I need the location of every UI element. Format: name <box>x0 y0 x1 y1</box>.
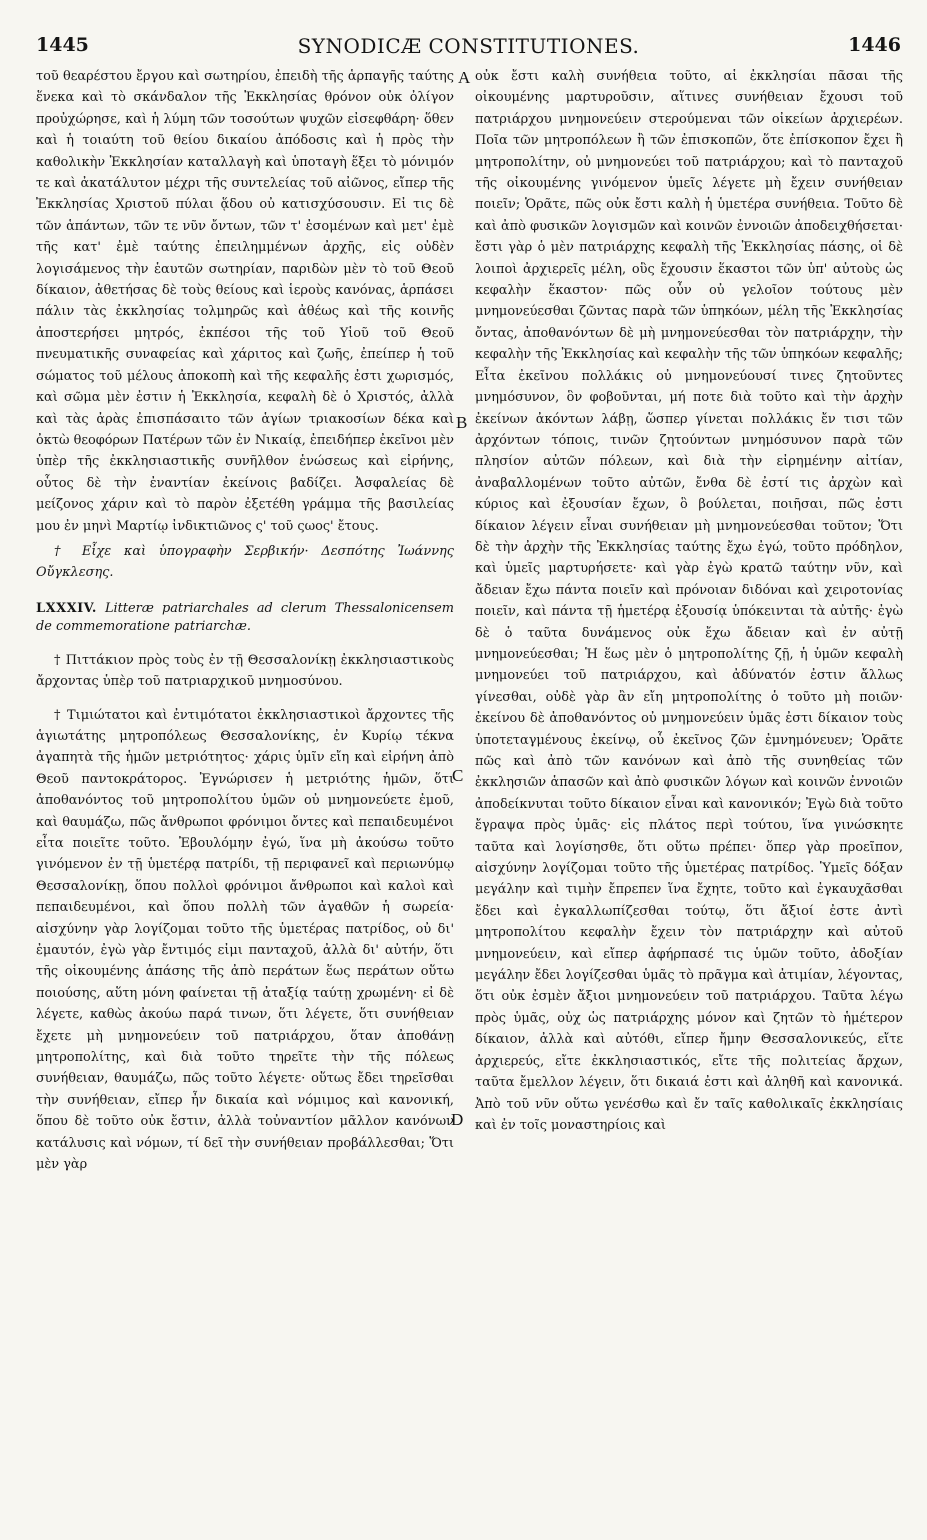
margin-marker-d: D <box>451 1110 464 1129</box>
paragraph-continued-right: οὐκ ἔστι καλὴ συνήθεια τοῦτο, αἱ ἐκκλησίαι πᾶσαι τῆς οἰκουμένης μαρτυροῦσιν, αἵτινες συνήθειαν ἔχουσι τοῦ πατριάρχου μνημονεύειν στερούμεναι τῶν οἰκείων ἀρχιερέων. Ποῖα τῶν μητροπόλεων ἢ τῶν ἐπισκοπῶν, ὅτε ἐπίσκοπον ἔχει ἢ μητροπολίτην, οὐ μνημονεύει τοῦ πατριάρχου; καὶ τὸ πανταχοῦ τῆς οἰκουμένης γινόμενον ὑμεῖς λέγετε μὴ ἔχειν συνήθειαν ποιεῖν; Ὁρᾶτε, πῶς οὐκ ἔστι καλὴ ἡ ὑμετέρα συνήθεια. Τοῦτο δὲ καὶ ἀπὸ φυσικῶν λογισμῶν καὶ κοινῶν ἐννοιῶν ἀποδειχθήσεται· ἔστι γὰρ ὁ μὲν πατριάρχης κεφαλὴ τῆς Ἐκκλησίας πάσης, οἱ δὲ λοιποὶ ἀρχιερεῖς μέλη, οὓς ἔχουσιν ἕκαστοι τῶν ὑπ' αὐτοὺς ὡς κεφαλὴν ἕκαστον· πῶς οὖν οὐ γελοῖον τούτους μὲν μνημονεύεσθαι ζῶντας παρὰ τῶν ὑπηκόων, μέλη τῆς Ἐκκλησίας ὄντας, ἀποθανόντων δὲ μὴ μνημονεύεσθαι τὸν πατριάρχην, τὴν κεφαλὴν τῆς Ἐκκλησίας καὶ κεφαλὴν τῆς τῶν ὑπηκόων κεφαλῆς; Εἶτα ἐκεῖνου πολλάκις οὐ μνημονεύουσί τινες ζητοῦντες μνημόσυνον, ὃν φοβοῦνται, μή ποτε διὰ τοῦτο καὶ τὴν ἀρχὴν ἐκείνων ἀκόντων λάβῃ, ὥσπερ γίνεται πολλάκις ἔν τισι τῶν ἀρχόντων τόποις, τινῶν ζητούντων μνημόσυνον παρὰ τῶν πλησίον αὐτῶν πόλεων, καὶ διὰ τὴν εἰρημένην αἰτίαν, ἀναβαλλομένων τοῦτο αὐτῶν, ἔνθα δὲ ἐστί τις ἀρχὼν καὶ κύριος καὶ ἐξουσίαν ἔχων, ὃ βούλεται, ποιῆσαι, πῶς ἐστι δίκαιον λέγειν εἶναι συνήθειαν μὴ μνημονεύεσθαι τοῦτον; Ὅτι δὲ τὴν ἀρχὴν τῆς Ἐκκλησίας ταύτης ἔχω ἐγώ, τοῦτο πρόδηλον, καὶ ὑμεῖς μαρτυρήσετε· καὶ γὰρ ἐγὼ κρατῶ ταύτην νῦν, καὶ ἄδειαν ἔχω πάντα ποιεῖν καὶ πρόνοιαν διδόναι καὶ χειροτονίας ποιεῖν, καὶ πάντα τῇ ἡμετέρᾳ ἐξουσίᾳ ὑπόκεινται τὰ αὐτῆς· ἐγὼ δὲ ὁ ταῦτα δυνάμενος οὐκ ἔχω ἄδειαν καὶ ἐν αὐτῇ μνημονεύεσθαι; Ἡ ἕως μὲν ὁ μητροπολίτης ζῇ, ἡ ὑμῶν κεφαλὴ μνημονεύει τοῦ πατριάρχου, καὶ ἀδύνατόν ἐστιν ἄλλως γίνεσθαι, οὐδὲ γὰρ ἂν εἴη μητροπολίτης ὁ τοῦτο μὴ ποιῶν· ἐκείνου δὲ ἀποθανόντος οὐ μνημονεύειν ὑμᾶς ἐστι δίκαιον τοὺς ὑποτεταγμένους ἐκείνῳ, οὗ ἐκεῖνος ζῶν ἐμνημόνευεν; Ὁρᾶτε πῶς καὶ ἀπὸ τῶν κανόνων καὶ ἀπὸ τῆς συνηθείας τῶν ἐκκλησιῶν ἁπασῶν καὶ ἀπὸ φυσικῶν λόγων καὶ κοινῶν ἐννοιῶν ἀποδείκνυται τοῦτο δίκαιον εἶναι καὶ κανονικόν; Ἐγὼ διὰ τοῦτο ἔγραψα πρὸς ὑμᾶς· εἰς πλάτος περὶ τούτου, ἵνα γινώσκητε ταῦτα καὶ λογίσησθε, ὅτι οὕτω πρέπει· ὅπερ γὰρ προεῖπον, αἰσχύνην λογίζομαι τοῦτο τῆς ὑμετέρας πατρίδος. Ὑμεῖς δόξαν μεγάλην καὶ τιμὴν ἔπρεπεν ἵνα ἔχητε, τοῦτο καὶ ἐγκαυχᾶσθαι ἔδει καὶ ἐγκαλλωπίζεσθαι τούτῳ, ὅτι ἄξιοί ἐστε ἀντὶ μητροπολίτου κεφαλὴν ἔχειν τὸν πατριάρχην καὶ αὐτοῦ μνημονεύειν, καὶ εἴπερ ἀφήρπασέ τις ὑμῶν τοῦτο, ἀδοξίαν μεγάλην ἔδει λογίζεσθαι ὑμᾶς τὸ πρᾶγμα καὶ ἀτιμίαν, λέγοντας, ὅτι οὐκ ἐσμὲν ἄξιοι μνημονεύειν τοῦ πατριάρχου. Ταῦτα λέγω πρὸς ὑμᾶς, οὐχ ὡς πατριάρχης μόνον καὶ ζητῶν τὸ ἡμέτερον δίκαιον, ἀλλὰ καὶ αὐτόθι, εἴπερ ἤμην Θεσσαλονικεύς, εἴτε ἀρχιερεύς, εἴτε ἐκκλησιαστικός, εἴτε τῆς πολιτείας ἄρχων, ταῦτα ἔμελλον λέγειν, ὅτι δικαιά ἐστι καὶ ἀληθῆ καὶ κανονικά. Ἀπὸ τοῦ νῦν οὕτω γενέσθω καὶ ἔν ταῖς καθολικαῖς ἐκκλησίαις καὶ ἐν τοῖς μοναστηρίοις καὶ <box>475 69 903 1133</box>
section-title: Litteræ patriarchales ad clerum Thessalonicensem de commemoratione patriarchæ. <box>36 600 454 634</box>
section-number: LXXXIV. <box>36 600 97 616</box>
letter-body: † Τιμιώτατοι καὶ ἐντιμότατοι ἐκκλησιαστικοὶ ἄρχοντες τῆς ἁγιωτάτης μητροπόλεως Θεσσαλονίκης, ἐν Κυρίῳ τέκνα ἀγαπητὰ τῆς ἡμῶν μετριότητος· χάρις ὑμῖν εἴη καὶ εἰρήνη ἀπὸ Θεοῦ παντοκράτορος. Ἐγνώρισεν ἡ μετριότης ἡμῶν, ὅτι ἀποθανόντος τοῦ μητροπολίτου ὑμῶν οὐ μνημονεύετε ἐμοῦ, καὶ θαυμάζω, πῶς ἄνθρωποι φρόνιμοι ὄντες καὶ πεπαιδευμένοι εἶτα ποιεῖτε τοῦτο. Ἐβουλόμην ἐγώ, ἵνα μὴ ἀκούσω τοῦτο γινόμενον ἐν τῇ ὑμετέρᾳ πατρίδι, τῇ περιφανεῖ καὶ περιωνύμῳ Θεσσαλονίκῃ, ὅπου πολλοὶ φρόνιμοι ἄνθρωποι καὶ καλοὶ καὶ πεπαιδευμένοι, καὶ ὅπου πολλὴ τῶν ἀγαθῶν ἡ σωρεία· αἰσχύνην γὰρ λογίζομαι τοῦτο τῆς ὑμετέρας πατρίδος, οὐ δι' ἐμαυτόν, ἐγὼ γὰρ ἔντιμός εἰμι πανταχοῦ, ἀλλὰ δι' αὐτήν, ὅτι τῆς οἰκουμένης ἁπάσης τῆς ἀπὸ περάτων ἕως περάτων οὕτω ποιούσης, αὕτη μόνη φαίνεται τῇ ἀταξίᾳ ταύτῃ χρωμένη· εἰ δὲ λέγετε, καθὼς ἀκούω παρά τινων, ὅτι λέγετε, ὅτι συνήθειαν ἔχετε μὴ μνημονεύειν τοῦ πατριάρχου, ὅταν ἀποθάνῃ μητροπολίτης, καὶ διὰ τοῦτο τηρεῖτε τὴν τῆς πόλεως συνήθειαν, θαυμάζω, πῶς τοῦτο λέγετε· οὕτως ἔδει τηρεῖσθαι τὴν συνήθειαν, εἴπερ ἦν δικαία καὶ νόμιμος καὶ κανονική, ὅπου δὲ τοῦτο οὐκ ἔστιν, ἀλλὰ τοὐναντίον μᾶλλον κανόνων κατάλυσις καὶ νόμων, τί δεῖ τὴν συνήθειαν προβάλλεσθαι; Ὅτι μὲν γὰρ <box>36 707 454 1173</box>
paragraph-continued: τοῦ θεαρέστου ἔργου καὶ σωτηρίου, ἐπειδὴ τῆς ἁρπαγῆς ταύτης ἕνεκα καὶ τὸ σκάνδαλον τῆς Ἐκκλησίας θρόνον οὐκ ὀλίγον προὐχώρησε, καὶ ἡ λύμη τῶν τοσούτων ψυχῶν εἰσεφθάρη· ὅθεν καὶ ἡ τοιαύτη τοῦ θείου δικαίου ἀπόδοσις καὶ ἡ πρὸς τὴν καθολικὴν Ἐκκλησίαν καταλλαγὴ καὶ ὑποταγὴ ἕξει τὸ μόνιμόν τε καὶ ἀκατάλυτον μέχρι τῆς συντελείας τοῦ αἰῶνος, εἴπερ τῆς Ἐκκλησίας Χριστοῦ πύλαι ᾅδου οὐ κατισχύσουσιν. Εἰ τις δὲ τῶν ἁπάντων, τῶν τε νῦν ὄντων, τῶν τ' ἐσομένων καὶ μετ' ἐμὲ τῆς κατ' ἐμὲ ταύτης ἐπειλημμένων ἀρχῆς, εἰς οὐδὲν λογισάμενος τὴν ἑαυτῶν σωτηρίαν, παριδὼν μὲν τὸ τοῦ Θεοῦ δίκαιον, ἀθετήσας δὲ τοὺς θείους καὶ ἱεροὺς κανόνας, ἁρπάσει πάλιν τὰς ἐκκλησίας τολμηρῶς καὶ ἀθέως καὶ τῆς κοινῆς ἀποστερήσει μητρός, ἐκπέσοι τῆς τοῦ Υἱοῦ τοῦ Θεοῦ πνευματικῆς συναφείας καὶ χάριτος καὶ ζωῆς, ἐπείπερ ἡ τοῦ σώματος τοῦ μέλους ἀποκοπὴ καὶ τῆς κεφαλῆς ἐστι χωρισμός, καὶ σῶμα μὲν ἐστιν ἡ Ἐκκλησία, κεφαλὴ δὲ ὁ Χριστός, ἀλλὰ καὶ τὰς ἀρὰς ἐπισπάσαιτο τῶν ἁγίων τριακοσίων δέκα καὶ ὀκτὼ θεοφόρων Πατέρων τῶν ἐν Νικαίᾳ, ἐπειδήπερ ἐκεῖνοι μὲν ὑπὲρ τῆς ἐκκλησιαστικῆς συνῆλθον ἑνώσεως καὶ εἰρήνης, οὗτος δὲ τὴν ἐναντίαν ἐκείνοις βαδίζει. Ἀσφαλείας δὲ μείζονος χάριν καὶ τὸ παρὸν ἐξετέθη γράμμα τῆς βασιλείας μου ἐν μηνὶ Μαρτίῳ ἰνδικτιῶνος ς' τοῦ ςωος' ἔτους. <box>36 69 454 534</box>
margin-marker-b: B <box>456 413 468 432</box>
running-header <box>36 34 901 62</box>
pittakion-heading: † Πιττάκιον πρὸς τοὺς ἐν τῇ Θεσσαλονίκῃ ἐκκλησιαστικοὺς ἄρχοντας ὑπὲρ τοῦ πατριαρχικοῦ μνημοσύνου. <box>36 652 454 690</box>
section-heading <box>36 600 454 636</box>
right-column <box>475 66 903 1531</box>
margin-marker-a: A <box>458 68 471 87</box>
running-title: SYNODICÆ CONSTITUTIONES. <box>297 34 640 58</box>
page-number-left: 1445 <box>36 34 89 56</box>
page-number-right: 1446 <box>848 34 901 56</box>
signature-note: † Εἶχε καὶ ὑπογραφὴν Σερβικήν· Δεσπότης Ἰωάννης Οὔγκλεσης. <box>36 543 454 581</box>
margin-marker-c: C <box>452 766 464 785</box>
left-column <box>36 66 454 1531</box>
